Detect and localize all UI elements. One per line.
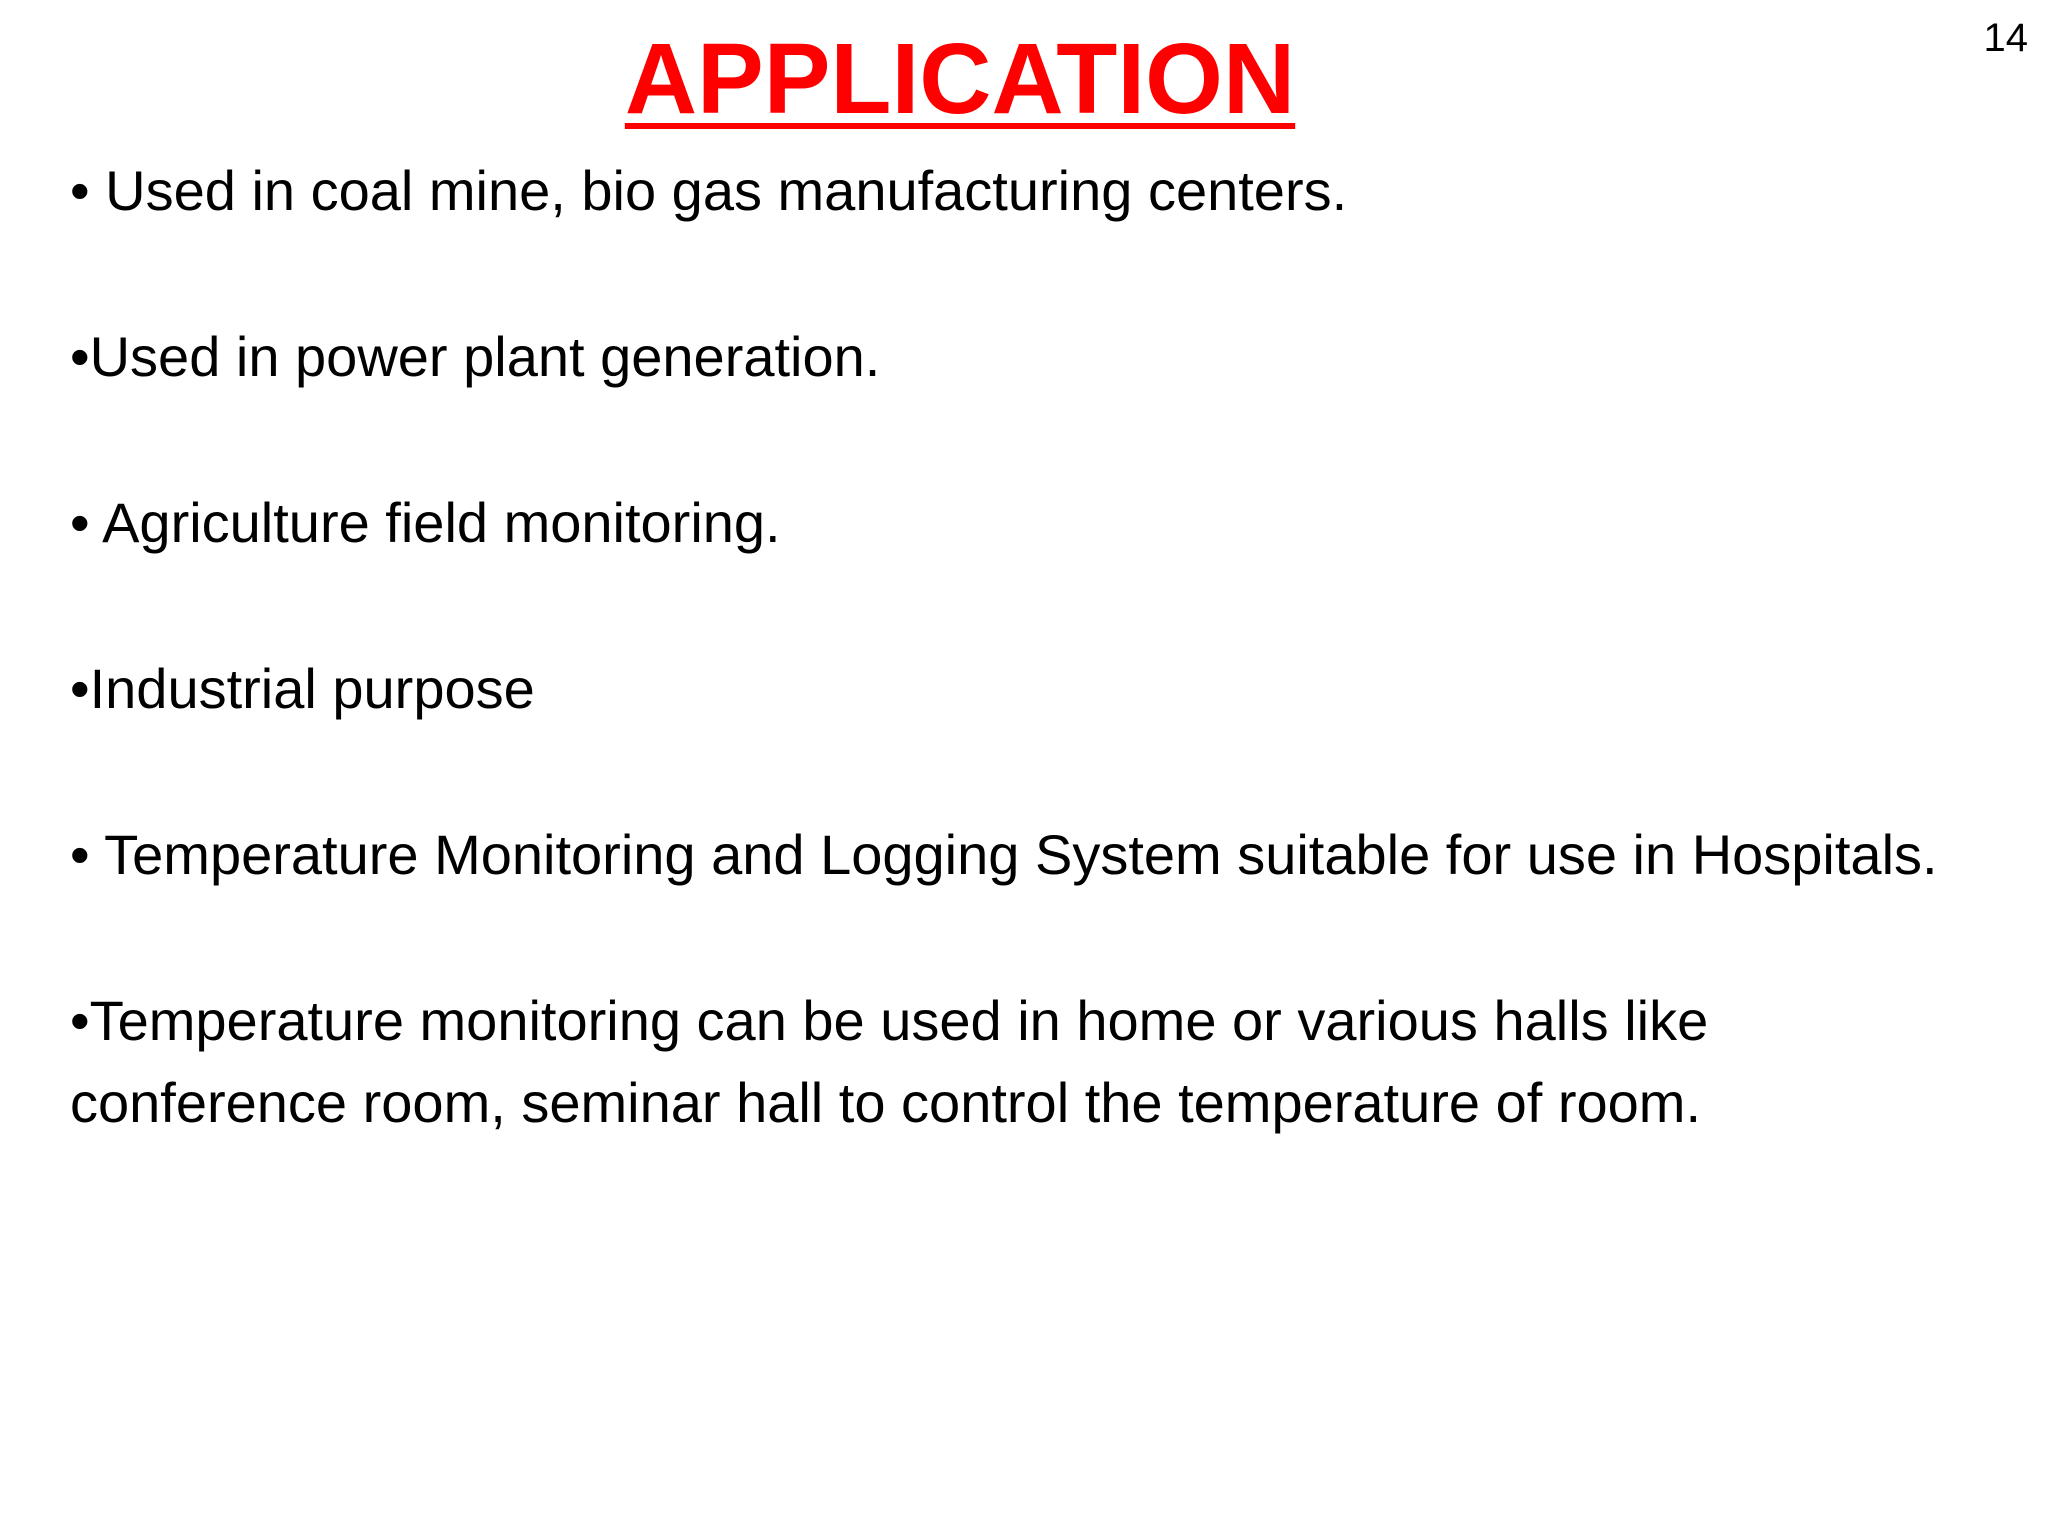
bullet-item: •Industrial purpose bbox=[70, 657, 535, 720]
bullet-item: • Temperature Monitoring and Logging System suitable for use in Hospitals. bbox=[70, 823, 1938, 886]
bullet-item: •Used in power plant generation. bbox=[70, 325, 881, 388]
bullet-list bbox=[70, 150, 1970, 1228]
slide-title: APPLICATION bbox=[624, 23, 1296, 135]
bullet-item: • Used in coal mine, bio gas manufacturing centers. bbox=[70, 159, 1348, 222]
slide-number: 14 bbox=[1983, 16, 2028, 60]
bullet-item: • Agriculture field monitoring. bbox=[70, 491, 781, 554]
bullet-item: •Temperature monitoring can be used in home or various halls like conference room, seminar hall to control the temperature of room. bbox=[70, 989, 1709, 1134]
